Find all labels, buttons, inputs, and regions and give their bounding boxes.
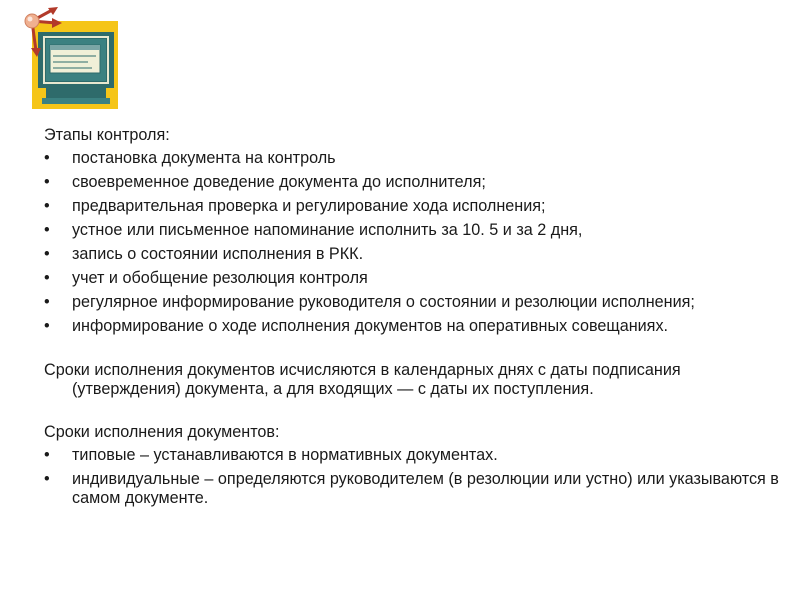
screen-window-titlebar bbox=[50, 45, 100, 50]
ball-highlight bbox=[28, 17, 33, 22]
list-item-text: регулярное информирование руководителя о состоянии и резолюции исполнения; bbox=[72, 293, 695, 311]
bullet: • bbox=[44, 446, 50, 464]
computer-monitor-icon bbox=[18, 5, 130, 111]
list-item-text: индивидуальные – определяются руководителем (в резолюции или устно) или указываются в самом документе. bbox=[72, 470, 779, 507]
list-item-text: устное или письменное напоминание исполнить за 10. 5 и за 2 дня, bbox=[72, 221, 583, 239]
list-item bbox=[44, 269, 784, 288]
list-item bbox=[44, 245, 784, 264]
control-stages-heading: Этапы контроля: bbox=[44, 126, 170, 144]
ball-icon bbox=[25, 14, 39, 28]
list-item bbox=[44, 446, 784, 465]
list-item bbox=[44, 293, 784, 312]
list-item bbox=[44, 470, 784, 508]
list-item bbox=[44, 317, 784, 336]
monitor-base bbox=[42, 98, 110, 104]
bullet: • bbox=[44, 221, 50, 239]
list-item bbox=[44, 173, 784, 192]
list-item bbox=[44, 221, 784, 240]
list-item-text: постановка документа на контроль bbox=[72, 149, 336, 167]
list-item bbox=[44, 149, 784, 168]
deadlines-heading: Сроки исполнения документов: bbox=[44, 423, 280, 441]
bullet: • bbox=[44, 245, 50, 263]
list-item-text: запись о состоянии исполнения в РКК. bbox=[72, 245, 364, 263]
bullet: • bbox=[44, 293, 50, 311]
monitor-stand bbox=[46, 88, 106, 98]
bullet: • bbox=[44, 470, 50, 488]
list-item-text: типовые – устанавливаются в нормативных документах. bbox=[72, 446, 498, 464]
deadlines-list bbox=[44, 446, 784, 508]
bullet: • bbox=[44, 149, 50, 167]
bullet: • bbox=[44, 197, 50, 215]
list-item bbox=[44, 197, 784, 216]
list-item-text: информирование о ходе исполнения документов на оперативных совещаниях. bbox=[72, 317, 669, 335]
bullet: • bbox=[44, 317, 50, 335]
list-item-text: предварительная проверка и регулирование хода исполнения; bbox=[72, 197, 546, 215]
list-item-text: учет и обобщение резолюция контроля bbox=[72, 269, 368, 287]
control-stages-list bbox=[44, 149, 784, 336]
slide-content bbox=[44, 126, 784, 513]
deadlines-paragraph: Сроки исполнения документов исчисляются в календарных днях с даты подписания (утверждения) документа, а для входящих — с даты их поступления. bbox=[44, 361, 681, 398]
bullet: • bbox=[44, 173, 50, 191]
list-item-text: своевременное доведение документа до исполнителя; bbox=[72, 173, 486, 191]
bullet: • bbox=[44, 269, 50, 287]
